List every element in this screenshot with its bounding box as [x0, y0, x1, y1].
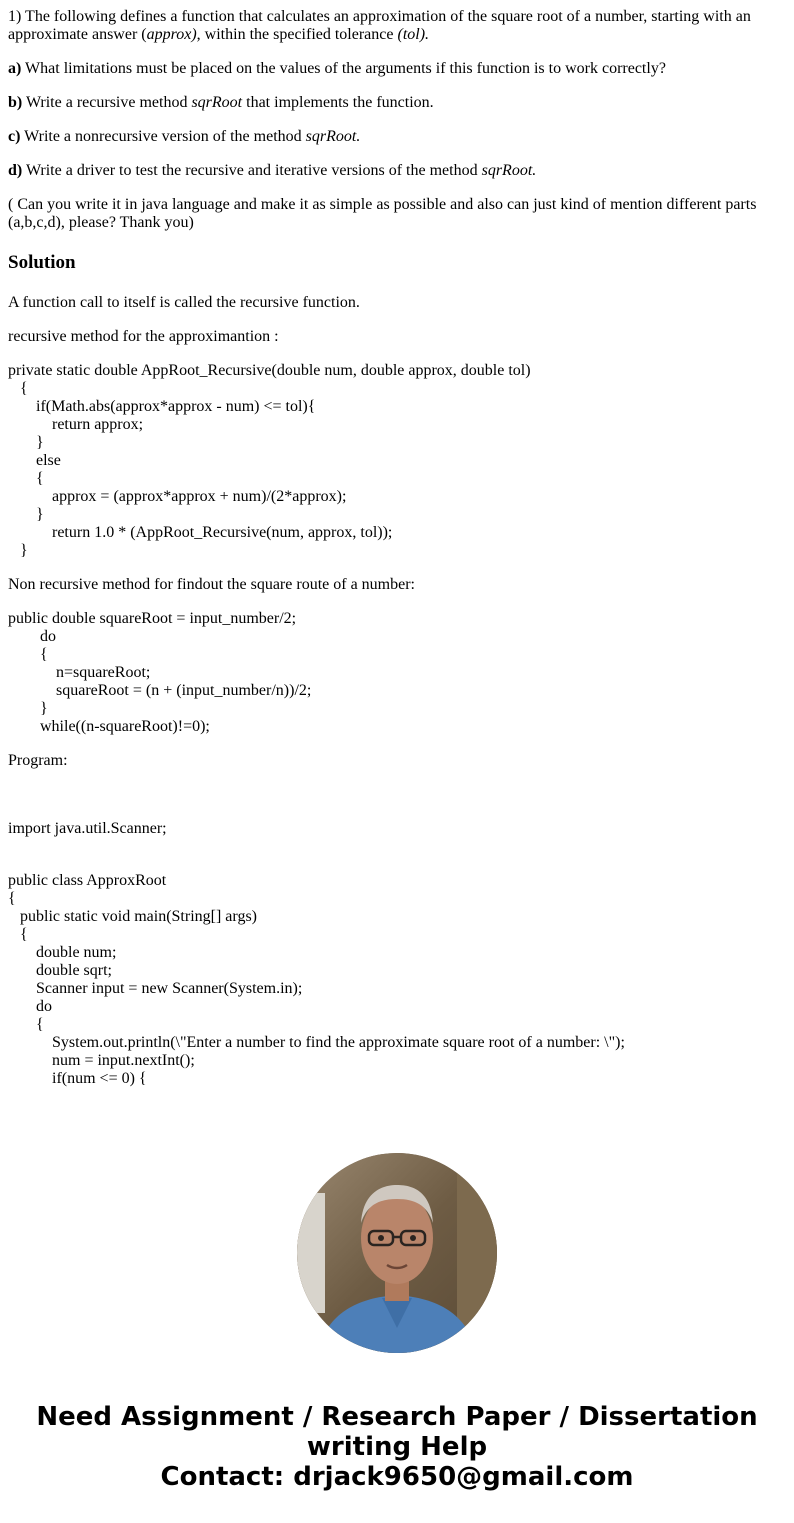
question-b [8, 94, 778, 112]
question-intro [8, 8, 778, 44]
document-content [8, 8, 778, 1122]
part-c-em: sqrRoot. [305, 128, 361, 145]
code-line: } [8, 434, 44, 451]
code-line: return 1.0 * (AppRoot_Recursive(num, approx, tol)); [8, 524, 393, 541]
code-line: double num; [8, 944, 117, 961]
question-a [8, 60, 778, 78]
part-c-label: c) [8, 128, 21, 145]
intro-text: 1) The following defines a function that calculates an approximation of the square root of a number, starting with an approximate answer ( [8, 8, 751, 43]
code-line: do [8, 628, 56, 645]
solution-paragraph-2: recursive method for the approximantion : [8, 328, 279, 345]
banner-line-2: writing Help [306, 1432, 488, 1462]
program-code-block [8, 872, 778, 1088]
code-line: { [8, 1016, 44, 1033]
part-d-text: Write a driver to test the recursive and iterative versions of the method [22, 162, 482, 179]
intro-tol: (tol). [397, 26, 430, 43]
part-c-text: Write a nonrecursive version of the method [20, 128, 306, 145]
solution-paragraph-3: Non recursive method for findout the square route of a number: [8, 576, 415, 593]
code-line: approx = (approx*approx + num)/(2*approx); [8, 488, 347, 505]
banner-line-3: Contact: drjack9650@gmail.com [160, 1462, 634, 1492]
code-line: double sqrt; [8, 962, 112, 979]
code-line: squareRoot = (n + (input_number/n))/2; [8, 682, 312, 699]
code-line: do [8, 998, 52, 1015]
recursive-code-block [8, 362, 778, 560]
part-d-label: d) [8, 162, 23, 179]
code-line: else [8, 452, 61, 469]
part-b-text: Write a recursive method [22, 94, 192, 111]
program-label: Program: [8, 752, 68, 769]
code-line: public static void main(String[] args) [8, 908, 257, 925]
question-d [8, 162, 778, 180]
code-line: if(num <= 0) { [8, 1070, 147, 1087]
code-line: while((n-squareRoot)!=0); [8, 718, 210, 735]
code-line: System.out.println(\"Enter a number to find the approximate square root of a number: \"); [8, 1034, 625, 1051]
code-line: Scanner input = new Scanner(System.in); [8, 980, 303, 997]
code-line: { [8, 646, 48, 663]
solution-paragraph-1: A function call to itself is called the recursive function. [8, 294, 360, 311]
banner-line-1: Need Assignment / Research Paper / Dissertation [36, 1402, 758, 1432]
part-b-label: b) [8, 94, 23, 111]
code-line: } [8, 700, 48, 717]
code-line: public double squareRoot = input_number/2; [8, 610, 297, 627]
contact-banner [0, 1402, 794, 1492]
code-line: private static double AppRoot_Recursive(double num, double approx, double tol) [8, 362, 531, 379]
question-note: ( Can you write it in java language and make it as simple as possible and also can just kind of mention different parts (a,b,c,d), please? Thank you) [8, 196, 757, 231]
code-line: { [8, 926, 28, 943]
part-a-text: What limitations must be placed on the values of the arguments if this function is to work correctly? [21, 60, 666, 77]
question-c [8, 128, 778, 146]
code-line: { [8, 470, 44, 487]
code-line: { [8, 380, 28, 397]
intro-approx: approx) [146, 26, 197, 43]
code-line: n=squareRoot; [8, 664, 151, 681]
code-line: return approx; [8, 416, 144, 433]
part-b-post: that implements the function. [242, 94, 434, 111]
code-line: public class ApproxRoot [8, 872, 167, 889]
part-a-label: a) [8, 60, 22, 77]
solution-heading: Solution [8, 252, 76, 273]
intro-middle: , within the specified tolerance [196, 26, 398, 43]
code-line: if(Math.abs(approx*approx - num) <= tol){ [8, 398, 316, 415]
code-line: } [8, 542, 28, 559]
portrait-illustration [297, 1153, 497, 1353]
nonrecursive-code-block [8, 610, 778, 736]
part-d-em: sqrRoot. [481, 162, 537, 179]
code-line: } [8, 506, 44, 523]
part-b-em: sqrRoot [191, 94, 243, 111]
import-line: import java.util.Scanner; [8, 820, 167, 837]
code-line: { [8, 890, 16, 907]
code-line: num = input.nextInt(); [8, 1052, 195, 1069]
author-photo [297, 1153, 497, 1353]
